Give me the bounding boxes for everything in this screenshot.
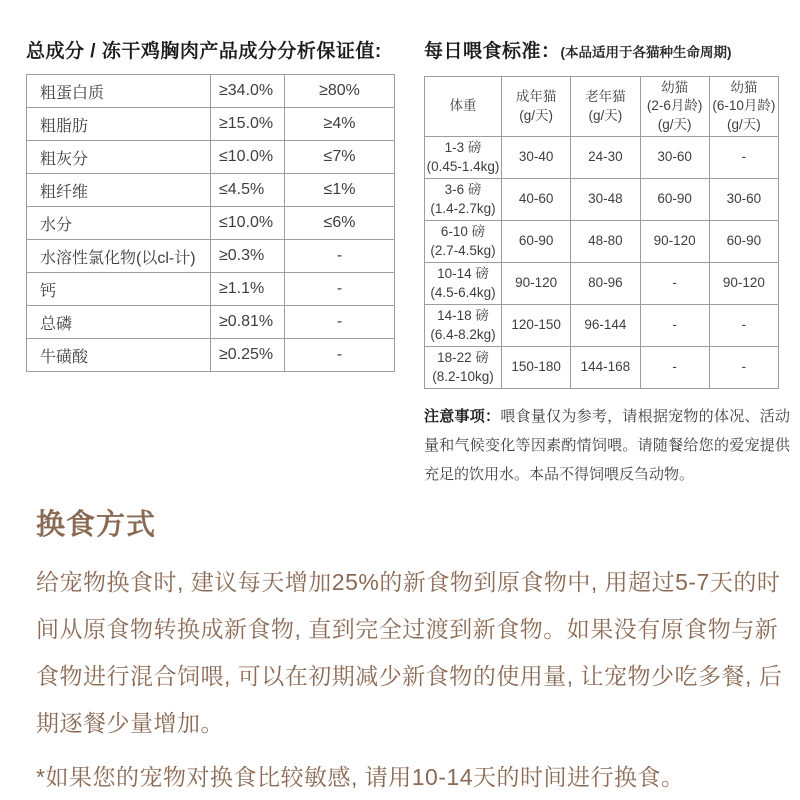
notes-label: 注意事项： (424, 408, 501, 425)
weight-range: 6-10 磅 (2.7-4.5kg) (425, 221, 502, 263)
feeding-amount: - (640, 263, 709, 305)
nutrient-value-secondary: - (285, 306, 395, 339)
feeding-column-header: 体重 (425, 77, 502, 137)
feeding-amount: - (640, 347, 709, 389)
transition-section (26, 490, 790, 793)
nutrient-name: 水溶性氯化物(以cl-计) (27, 240, 211, 273)
composition-row (27, 240, 395, 273)
composition-row (27, 339, 395, 372)
composition-row (27, 306, 395, 339)
nutrient-value-primary: ≤10.0% (211, 207, 285, 240)
nutrient-value-secondary: - (285, 273, 395, 306)
composition-row (27, 174, 395, 207)
feeding-amount: 80-96 (571, 263, 640, 305)
top-area (26, 36, 790, 490)
feeding-amount: 60-90 (640, 179, 709, 221)
feeding-subtitle: (本品适用于各猫种生命周期) (560, 45, 732, 60)
feeding-amount: 30-40 (502, 137, 571, 179)
feeding-amount: 30-48 (571, 179, 640, 221)
feeding-amount: - (640, 305, 709, 347)
feeding-section (424, 36, 790, 490)
weight-range: 3-6 磅 (1.4-2.7kg) (425, 179, 502, 221)
weight-range: 14-18 磅 (6.4-8.2kg) (425, 305, 502, 347)
nutrient-value-primary: ≥0.3% (211, 240, 285, 273)
feeding-column-header: 幼猫 (6-10月龄) (g/天) (709, 77, 778, 137)
feeding-title (424, 36, 790, 63)
nutrient-name: 牛磺酸 (27, 339, 211, 372)
feeding-amount: 96-144 (571, 305, 640, 347)
feeding-row (425, 179, 779, 221)
feeding-amount: 60-90 (709, 221, 778, 263)
nutrient-value-secondary: ≥80% (285, 75, 395, 108)
nutrient-name: 总磷 (27, 306, 211, 339)
feeding-amount: 90-120 (502, 263, 571, 305)
composition-table (26, 74, 395, 372)
composition-row (27, 141, 395, 174)
nutrient-name: 粗脂肪 (27, 108, 211, 141)
transition-title: 换食方式 (36, 508, 157, 541)
nutrient-name: 粗纤维 (27, 174, 211, 207)
feeding-row (425, 305, 779, 347)
feeding-amount: 90-120 (709, 263, 778, 305)
feeding-amount: 40-60 (502, 179, 571, 221)
nutrient-value-primary: ≥15.0% (211, 108, 285, 141)
transition-paragraph: 给宠物换食时, 建议每天增加25%的新食物到原食物中, 用超过5-7天的时间从原食物转换成新食物, 直到完全过渡到新食物。如果没有原食物与新食物进行混合饲喂, 可以在初期减少新食物的使用量, 让宠物少吃多餐, 后期逐餐少量增加。 (36, 568, 783, 736)
notes-text: 喂食量仅为参考，请根据宠物的体况、活动量和气候变化等因素酌情饲喂。请随餐给您的爱宠提供充足的饮用水。本品不得饲喂反刍动物。 (424, 408, 790, 483)
nutrient-name: 水分 (27, 207, 211, 240)
nutrient-value-primary: ≥0.25% (211, 339, 285, 372)
feeding-table-body (425, 137, 779, 389)
feeding-amount: 90-120 (640, 221, 709, 263)
feeding-amount: - (709, 347, 778, 389)
nutrient-value-secondary: ≤1% (285, 174, 395, 207)
nutrient-name: 粗蛋白质 (27, 75, 211, 108)
feeding-amount: 150-180 (502, 347, 571, 389)
feeding-row (425, 137, 779, 179)
composition-section (26, 36, 394, 490)
feeding-amount: 144-168 (571, 347, 640, 389)
feeding-amount: 60-90 (502, 221, 571, 263)
weight-range: 10-14 磅 (4.5-6.4kg) (425, 263, 502, 305)
nutrient-name: 粗灰分 (27, 141, 211, 174)
nutrient-value-primary: ≥34.0% (211, 75, 285, 108)
nutrient-value-secondary: - (285, 339, 395, 372)
feeding-amount: 24-30 (571, 137, 640, 179)
feeding-column-header: 老年猫 (g/天) (571, 77, 640, 137)
feeding-amount: 30-60 (640, 137, 709, 179)
composition-row (27, 75, 395, 108)
nutrient-value-primary: ≥0.81% (211, 306, 285, 339)
feeding-amount: 48-80 (571, 221, 640, 263)
nutrient-value-secondary: ≥4% (285, 108, 395, 141)
nutrient-value-secondary: ≤7% (285, 141, 395, 174)
nutrient-value-primary: ≥1.1% (211, 273, 285, 306)
composition-title: 总成分 / 冻干鸡胸肉产品成分分析保证值: (26, 41, 382, 62)
feeding-amount: - (709, 137, 778, 179)
feeding-header-row (425, 77, 779, 137)
feeding-table (424, 76, 779, 389)
transition-footnote: *如果您的宠物对换食比较敏感, 请用10-14天的时间进行换食。 (36, 764, 685, 791)
feeding-notes (424, 403, 790, 490)
nutrient-value-secondary: ≤6% (285, 207, 395, 240)
composition-row (27, 108, 395, 141)
feeding-column-header: 幼猫 (2-6月龄) (g/天) (640, 77, 709, 137)
feeding-row (425, 221, 779, 263)
feeding-table-head (425, 77, 779, 137)
feeding-amount: 30-60 (709, 179, 778, 221)
weight-range: 18-22 磅 (8.2-10kg) (425, 347, 502, 389)
nutrient-value-secondary: - (285, 240, 395, 273)
nutrient-value-primary: ≤10.0% (211, 141, 285, 174)
nutrient-value-primary: ≤4.5% (211, 174, 285, 207)
composition-table-body (27, 75, 395, 372)
feeding-row (425, 347, 779, 389)
weight-range: 1-3 磅 (0.45-1.4kg) (425, 137, 502, 179)
composition-row (27, 207, 395, 240)
feeding-title-text: 每日喂食标准： (424, 41, 561, 62)
feeding-column-header: 成年猫 (g/天) (502, 77, 571, 137)
feeding-row (425, 263, 779, 305)
nutrient-name: 钙 (27, 273, 211, 306)
composition-row (27, 273, 395, 306)
feeding-amount: - (709, 305, 778, 347)
feeding-amount: 120-150 (502, 305, 571, 347)
